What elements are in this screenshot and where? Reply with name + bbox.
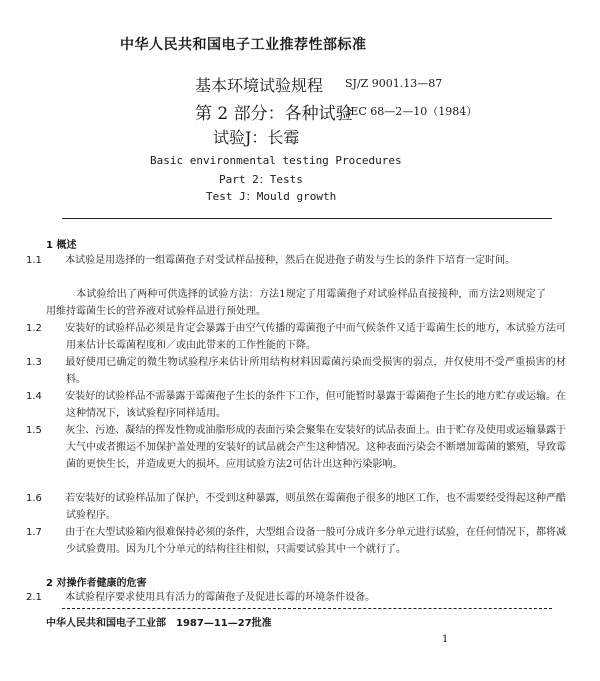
para-text: 若安装好的试验样品加了保护，不受到这种暴露，则虽然在霉菌孢子很多的地区工作，也不需要经受得起这种严酷试验程序。 [65, 493, 566, 521]
para-1-2 [26, 320, 566, 354]
para-number: 1.2 [26, 323, 42, 334]
para-text: 安装好的试验样品必须是肯定会暴露于由空气传播的霉菌孢子中而气候条件又适于霉菌生长的地方，本试验方法可用来估计长霉菌程度和／或由此带来的工作性能的下降。 [65, 323, 566, 351]
para-number: 1.4 [26, 391, 42, 402]
english-title-3: Test J：Mould growth [206, 190, 337, 203]
english-title-2: Part 2：Tests [219, 173, 303, 186]
section-2-heading: 2 对操作者健康的危害 [46, 578, 147, 589]
standard-header: 中华人民共和国电子工业推荐性部标准 [120, 37, 367, 53]
para-number: 1.6 [26, 493, 42, 504]
english-title-1: Basic environmental testing Procedures [150, 154, 402, 167]
para-number: 1.7 [26, 527, 42, 538]
title-divider [62, 218, 552, 219]
title-line-2: 第 2 部分：各种试验 [195, 104, 353, 124]
iec-code: IEC 68—2—10（1984） [346, 105, 478, 118]
para-text: 本试验给出了两种可供选择的试验方法：方法1规定了用霉菌孢子对试验样品直接接种，而方法2则规定了用维持霉菌生长的营养液对试验样品进行预处理。 [46, 289, 546, 317]
page-number: 1 [442, 634, 449, 645]
para-text: 最好使用已确定的微生物试验程序来估计所用结构材料因霉菌污染而受损害的弱点，并仅使用不受严重损害的材料。 [65, 357, 566, 385]
para-text: 本试验是用选择的一组霉菌孢子对受试样品接种，然后在促进孢子萌发与生长的条件下培育一定时间。 [65, 255, 516, 266]
para-text: 本试验程序要求使用具有活力的霉菌孢子及促进长霉的环境条件设备。 [65, 592, 376, 603]
standard-code: SJ/Z 9001.13—87 [345, 77, 443, 90]
para-text: 安装好的试验样品不需暴露于霉菌孢子生长的条件下工作，但可能暂时暴露于霉菌孢子生长的地方贮存或运输。在这种情况下，该试验程序同样适用。 [65, 391, 566, 419]
para-1-1-cont [46, 286, 546, 320]
title-line-1: 基本环境试验规程 [195, 76, 324, 95]
para-1-7 [26, 524, 566, 558]
footer-divider [62, 608, 552, 609]
para-text: 灰尘、污迹、凝结的挥发性物或油脂形成的表面污染会聚集在安装好的试品表面上。由于贮存及使用或运输暴露于大气中或者搬运不加保护盖处理的安装好的试品就会产生这种情况。这种表面污染会不断增加霉菌的繁殖，导致霉菌的更快生长，并造成更大的损坏。应用试验方法2可估计出这种污染影响。 [65, 425, 566, 470]
footer-org: 中华人民共和国电子工业部 [46, 618, 166, 629]
title-line-3: 试验J：长霉 [213, 128, 300, 147]
para-text: 由于在大型试验箱内很难保持必须的条件，大型组合设备一般可分成许多分单元进行试验，在任何情况下，都将减少试验费用。因为几个分单元的结构往往相似，只需要试验其中一个就行了。 [65, 527, 566, 555]
para-number: 1.1 [26, 255, 42, 266]
para-1-4 [26, 388, 566, 422]
para-1-3 [26, 354, 566, 388]
para-number: 1.3 [26, 357, 42, 368]
para-1-1 [26, 252, 566, 269]
approval-date: 1987—11—27批准 [176, 618, 272, 629]
para-2-1 [26, 589, 566, 606]
para-number: 1.5 [26, 425, 42, 436]
section-1-heading: 1 概述 [46, 240, 77, 251]
para-1-5 [26, 422, 566, 473]
para-number: 2.1 [26, 592, 42, 603]
para-1-6 [26, 490, 566, 524]
